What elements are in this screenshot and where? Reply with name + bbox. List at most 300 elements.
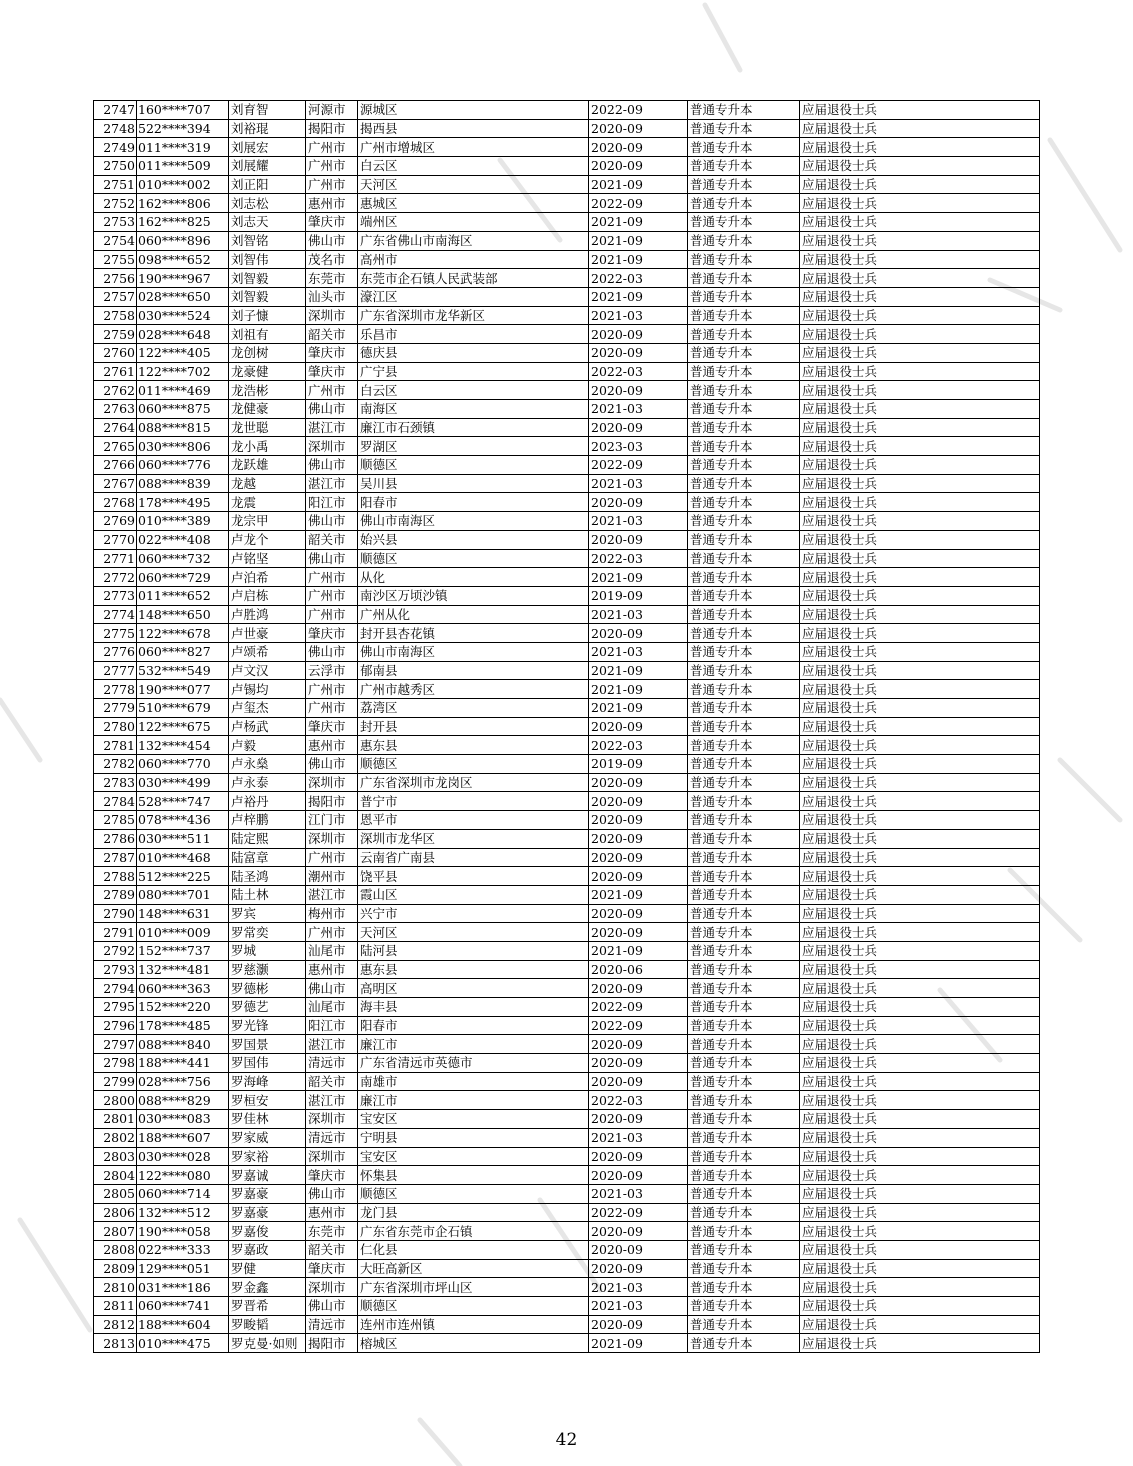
- candidate-name-cell: 龙跃雄: [229, 456, 306, 475]
- enlist-date-cell: 2020-09: [589, 1222, 688, 1241]
- table-row: [94, 400, 1040, 419]
- district-cell: 大旺高新区: [358, 1259, 589, 1278]
- candidate-name-cell: 卢永泰: [229, 773, 306, 792]
- table-row: [94, 680, 1040, 699]
- candidate-category-cell: 应届退役士兵: [800, 848, 1040, 867]
- candidate-name-cell: 龙小禹: [229, 437, 306, 456]
- candidate-category-cell: 应届退役士兵: [800, 605, 1040, 624]
- district-cell: 普宁市: [358, 792, 589, 811]
- table-row: [94, 1016, 1040, 1035]
- candidate-name-cell: 罗城: [229, 941, 306, 960]
- exam-type-cell: 普通专升本: [688, 1128, 800, 1147]
- candidate-category-cell: 应届退役士兵: [800, 998, 1040, 1017]
- candidate-category-cell: 应届退役士兵: [800, 157, 1040, 176]
- table-row: [94, 381, 1040, 400]
- enlist-date-cell: 2020-09: [589, 530, 688, 549]
- page-number: 42: [555, 1430, 578, 1450]
- enlist-date-cell: 2020-06: [589, 960, 688, 979]
- candidate-id-cell: 188****607: [137, 1128, 229, 1147]
- exam-type-cell: 普通专升本: [688, 381, 800, 400]
- table-row: [94, 1222, 1040, 1241]
- row-number-cell: 2790: [94, 904, 137, 923]
- table-row: [94, 456, 1040, 475]
- candidate-id-cell: 190****077: [137, 680, 229, 699]
- exam-type-cell: 普通专升本: [688, 250, 800, 269]
- city-cell: 揭阳市: [306, 792, 358, 811]
- candidate-id-cell: 122****405: [137, 343, 229, 362]
- district-cell: 荔湾区: [358, 699, 589, 718]
- candidate-category-cell: 应届退役士兵: [800, 1278, 1040, 1297]
- candidate-name-cell: 罗克曼·如则: [229, 1334, 306, 1353]
- candidate-name-cell: 罗德艺: [229, 998, 306, 1017]
- exam-type-cell: 普通专升本: [688, 829, 800, 848]
- candidate-category-cell: 应届退役士兵: [800, 960, 1040, 979]
- candidate-id-cell: 011****469: [137, 381, 229, 400]
- district-cell: 阳春市: [358, 493, 589, 512]
- enlist-date-cell: 2021-03: [589, 306, 688, 325]
- city-cell: 深圳市: [306, 1278, 358, 1297]
- candidate-id-cell: 080****701: [137, 885, 229, 904]
- candidate-name-cell: 卢梓鹏: [229, 811, 306, 830]
- city-cell: 深圳市: [306, 306, 358, 325]
- exam-type-cell: 普通专升本: [688, 157, 800, 176]
- district-cell: 广州市越秀区: [358, 680, 589, 699]
- candidate-category-cell: 应届退役士兵: [800, 941, 1040, 960]
- candidate-id-cell: 132****512: [137, 1203, 229, 1222]
- table-row: [94, 1147, 1040, 1166]
- district-cell: 深圳市龙华区: [358, 829, 589, 848]
- candidate-name-cell: 陆土林: [229, 885, 306, 904]
- candidate-id-cell: 532****549: [137, 661, 229, 680]
- row-number-cell: 2806: [94, 1203, 137, 1222]
- candidate-category-cell: 应届退役士兵: [800, 568, 1040, 587]
- candidate-id-cell: 010****389: [137, 512, 229, 531]
- city-cell: 肇庆市: [306, 717, 358, 736]
- district-cell: 德庆县: [358, 343, 589, 362]
- district-cell: 广东省佛山市南海区: [358, 231, 589, 250]
- city-cell: 佛山市: [306, 400, 358, 419]
- exam-type-cell: 普通专升本: [688, 1054, 800, 1073]
- district-cell: 顺德区: [358, 1297, 589, 1316]
- enlist-date-cell: 2020-09: [589, 848, 688, 867]
- row-number-cell: 2811: [94, 1297, 137, 1316]
- exam-type-cell: 普通专升本: [688, 755, 800, 774]
- candidate-name-cell: 陆富章: [229, 848, 306, 867]
- table-row: [94, 1072, 1040, 1091]
- exam-type-cell: 普通专升本: [688, 960, 800, 979]
- candidate-id-cell: 188****441: [137, 1054, 229, 1073]
- city-cell: 韶关市: [306, 1240, 358, 1259]
- enlist-date-cell: 2020-09: [589, 624, 688, 643]
- district-cell: 惠城区: [358, 194, 589, 213]
- exam-type-cell: 普通专升本: [688, 119, 800, 138]
- candidate-name-cell: 陆定熙: [229, 829, 306, 848]
- city-cell: 广州市: [306, 699, 358, 718]
- candidate-name-cell: 刘子慷: [229, 306, 306, 325]
- candidate-category-cell: 应届退役士兵: [800, 979, 1040, 998]
- city-cell: 梅州市: [306, 904, 358, 923]
- candidate-category-cell: 应届退役士兵: [800, 512, 1040, 531]
- exam-type-cell: 普通专升本: [688, 848, 800, 867]
- candidate-id-cell: 190****058: [137, 1222, 229, 1241]
- row-number-cell: 2758: [94, 306, 137, 325]
- candidate-name-cell: 罗晋希: [229, 1297, 306, 1316]
- table-row: [94, 1110, 1040, 1129]
- candidate-id-cell: 132****481: [137, 960, 229, 979]
- row-number-cell: 2786: [94, 829, 137, 848]
- city-cell: 汕头市: [306, 287, 358, 306]
- exam-type-cell: 普通专升本: [688, 400, 800, 419]
- table-row: [94, 437, 1040, 456]
- enlist-date-cell: 2022-03: [589, 736, 688, 755]
- candidate-name-cell: 罗国伟: [229, 1054, 306, 1073]
- district-cell: 广东省深圳市龙岗区: [358, 773, 589, 792]
- district-cell: 廉江市: [358, 1035, 589, 1054]
- candidate-category-cell: 应届退役士兵: [800, 101, 1040, 120]
- city-cell: 韶关市: [306, 325, 358, 344]
- candidate-id-cell: 060****827: [137, 642, 229, 661]
- city-cell: 广州市: [306, 568, 358, 587]
- candidate-name-cell: 刘正阳: [229, 175, 306, 194]
- exam-type-cell: 普通专升本: [688, 1166, 800, 1185]
- candidate-id-cell: 030****806: [137, 437, 229, 456]
- exam-type-cell: 普通专升本: [688, 1315, 800, 1334]
- enlist-date-cell: 2020-09: [589, 923, 688, 942]
- enlist-date-cell: 2020-09: [589, 979, 688, 998]
- table-row: [94, 717, 1040, 736]
- city-cell: 深圳市: [306, 1110, 358, 1129]
- row-number-cell: 2780: [94, 717, 137, 736]
- table-row: [94, 493, 1040, 512]
- exam-type-cell: 普通专升本: [688, 568, 800, 587]
- exam-type-cell: 普通专升本: [688, 213, 800, 232]
- exam-type-cell: 普通专升本: [688, 418, 800, 437]
- candidate-category-cell: 应届退役士兵: [800, 194, 1040, 213]
- row-number-cell: 2807: [94, 1222, 137, 1241]
- candidate-category-cell: 应届退役士兵: [800, 1091, 1040, 1110]
- candidate-id-cell: 152****737: [137, 941, 229, 960]
- enlist-date-cell: 2020-09: [589, 138, 688, 157]
- enlist-date-cell: 2022-03: [589, 1091, 688, 1110]
- candidate-category-cell: 应届退役士兵: [800, 680, 1040, 699]
- row-number-cell: 2757: [94, 287, 137, 306]
- candidate-name-cell: 卢锡均: [229, 680, 306, 699]
- candidate-category-cell: 应届退役士兵: [800, 885, 1040, 904]
- candidate-id-cell: 060****732: [137, 549, 229, 568]
- enlist-date-cell: 2020-09: [589, 867, 688, 886]
- enlist-date-cell: 2022-03: [589, 549, 688, 568]
- candidate-id-cell: 060****770: [137, 755, 229, 774]
- exam-type-cell: 普通专升本: [688, 1072, 800, 1091]
- table-row: [94, 418, 1040, 437]
- enlist-date-cell: 2020-09: [589, 1072, 688, 1091]
- candidate-name-cell: 罗嘉政: [229, 1240, 306, 1259]
- city-cell: 肇庆市: [306, 624, 358, 643]
- candidate-id-cell: 088****815: [137, 418, 229, 437]
- table-row: [94, 661, 1040, 680]
- exam-type-cell: 普通专升本: [688, 1184, 800, 1203]
- candidate-name-cell: 刘志松: [229, 194, 306, 213]
- district-cell: 榕城区: [358, 1334, 589, 1353]
- candidate-id-cell: 022****333: [137, 1240, 229, 1259]
- candidate-category-cell: 应届退役士兵: [800, 287, 1040, 306]
- district-cell: 宝安区: [358, 1147, 589, 1166]
- exam-type-cell: 普通专升本: [688, 1203, 800, 1222]
- row-number-cell: 2803: [94, 1147, 137, 1166]
- candidate-name-cell: 罗家裕: [229, 1147, 306, 1166]
- city-cell: 佛山市: [306, 512, 358, 531]
- candidate-id-cell: 178****485: [137, 1016, 229, 1035]
- district-cell: 从化: [358, 568, 589, 587]
- candidate-name-cell: 罗宾: [229, 904, 306, 923]
- candidate-name-cell: 龙创树: [229, 343, 306, 362]
- candidate-category-cell: 应届退役士兵: [800, 530, 1040, 549]
- row-number-cell: 2771: [94, 549, 137, 568]
- district-cell: 南雄市: [358, 1072, 589, 1091]
- district-cell: 南沙区万顷沙镇: [358, 586, 589, 605]
- candidate-category-cell: 应届退役士兵: [800, 213, 1040, 232]
- candidate-name-cell: 卢胜鸿: [229, 605, 306, 624]
- candidate-id-cell: 152****220: [137, 998, 229, 1017]
- candidate-id-cell: 030****524: [137, 306, 229, 325]
- candidate-name-cell: 刘裕琨: [229, 119, 306, 138]
- table-row: [94, 736, 1040, 755]
- enlist-date-cell: 2020-09: [589, 904, 688, 923]
- exam-type-cell: 普通专升本: [688, 175, 800, 194]
- district-cell: 顺德区: [358, 549, 589, 568]
- exam-type-cell: 普通专升本: [688, 231, 800, 250]
- candidate-category-cell: 应届退役士兵: [800, 867, 1040, 886]
- row-number-cell: 2805: [94, 1184, 137, 1203]
- city-cell: 清远市: [306, 1054, 358, 1073]
- exam-type-cell: 普通专升本: [688, 306, 800, 325]
- district-cell: 顺德区: [358, 1184, 589, 1203]
- candidate-category-cell: 应届退役士兵: [800, 923, 1040, 942]
- table-row: [94, 867, 1040, 886]
- candidate-id-cell: 122****675: [137, 717, 229, 736]
- city-cell: 河源市: [306, 101, 358, 120]
- district-cell: 佛山市南海区: [358, 642, 589, 661]
- enlist-date-cell: 2021-03: [589, 1184, 688, 1203]
- table-row: [94, 1259, 1040, 1278]
- district-cell: 顺德区: [358, 456, 589, 475]
- row-number-cell: 2810: [94, 1278, 137, 1297]
- enlist-date-cell: 2021-03: [589, 512, 688, 531]
- enlist-date-cell: 2021-09: [589, 1334, 688, 1353]
- row-number-cell: 2751: [94, 175, 137, 194]
- row-number-cell: 2755: [94, 250, 137, 269]
- candidate-category-cell: 应届退役士兵: [800, 586, 1040, 605]
- candidate-id-cell: 060****741: [137, 1297, 229, 1316]
- enlist-date-cell: 2022-09: [589, 998, 688, 1017]
- city-cell: 佛山市: [306, 456, 358, 475]
- enlist-date-cell: 2020-09: [589, 119, 688, 138]
- candidate-category-cell: 应届退役士兵: [800, 549, 1040, 568]
- exam-type-cell: 普通专升本: [688, 287, 800, 306]
- district-cell: 广州市增城区: [358, 138, 589, 157]
- table-row: [94, 755, 1040, 774]
- enlist-date-cell: 2019-09: [589, 755, 688, 774]
- row-number-cell: 2813: [94, 1334, 137, 1353]
- district-cell: 天河区: [358, 923, 589, 942]
- candidate-category-cell: 应届退役士兵: [800, 493, 1040, 512]
- candidate-category-cell: 应届退役士兵: [800, 343, 1040, 362]
- row-number-cell: 2776: [94, 642, 137, 661]
- enlist-date-cell: 2022-09: [589, 1016, 688, 1035]
- candidate-id-cell: 011****509: [137, 157, 229, 176]
- enlist-date-cell: 2021-09: [589, 941, 688, 960]
- candidate-id-cell: 028****648: [137, 325, 229, 344]
- row-number-cell: 2775: [94, 624, 137, 643]
- table-row: [94, 960, 1040, 979]
- candidate-category-cell: 应届退役士兵: [800, 661, 1040, 680]
- district-cell: 揭西县: [358, 119, 589, 138]
- candidate-category-cell: 应届退役士兵: [800, 474, 1040, 493]
- city-cell: 湛江市: [306, 474, 358, 493]
- candidate-category-cell: 应届退役士兵: [800, 437, 1040, 456]
- candidate-name-cell: 罗常奕: [229, 923, 306, 942]
- district-cell: 霞山区: [358, 885, 589, 904]
- city-cell: 韶关市: [306, 1072, 358, 1091]
- enlist-date-cell: 2020-09: [589, 1054, 688, 1073]
- exam-type-cell: 普通专升本: [688, 792, 800, 811]
- candidate-category-cell: 应届退役士兵: [800, 736, 1040, 755]
- district-cell: 源城区: [358, 101, 589, 120]
- district-cell: 广东省东莞市企石镇: [358, 1222, 589, 1241]
- candidate-name-cell: 罗海峰: [229, 1072, 306, 1091]
- row-number-cell: 2782: [94, 755, 137, 774]
- row-number-cell: 2748: [94, 119, 137, 138]
- row-number-cell: 2800: [94, 1091, 137, 1110]
- table-row: [94, 530, 1040, 549]
- exam-type-cell: 普通专升本: [688, 362, 800, 381]
- district-cell: 怀集县: [358, 1166, 589, 1185]
- row-number-cell: 2750: [94, 157, 137, 176]
- candidate-name-cell: 罗嘉豪: [229, 1203, 306, 1222]
- row-number-cell: 2778: [94, 680, 137, 699]
- candidate-name-cell: 罗国景: [229, 1035, 306, 1054]
- exam-type-cell: 普通专升本: [688, 1259, 800, 1278]
- candidate-id-cell: 030****028: [137, 1147, 229, 1166]
- table-row: [94, 605, 1040, 624]
- table-row: [94, 941, 1040, 960]
- candidate-id-cell: 528****747: [137, 792, 229, 811]
- district-cell: 廉江市: [358, 1091, 589, 1110]
- table-row: [94, 119, 1040, 138]
- candidate-id-cell: 122****678: [137, 624, 229, 643]
- candidate-id-cell: 010****468: [137, 848, 229, 867]
- city-cell: 湛江市: [306, 1091, 358, 1110]
- exam-type-cell: 普通专升本: [688, 512, 800, 531]
- district-cell: 宁明县: [358, 1128, 589, 1147]
- candidate-name-cell: 刘智铭: [229, 231, 306, 250]
- row-number-cell: 2764: [94, 418, 137, 437]
- row-number-cell: 2783: [94, 773, 137, 792]
- row-number-cell: 2804: [94, 1166, 137, 1185]
- enlist-date-cell: 2021-09: [589, 699, 688, 718]
- row-number-cell: 2761: [94, 362, 137, 381]
- row-number-cell: 2799: [94, 1072, 137, 1091]
- enlist-date-cell: 2021-09: [589, 680, 688, 699]
- city-cell: 湛江市: [306, 418, 358, 437]
- enlist-date-cell: 2019-09: [589, 586, 688, 605]
- exam-type-cell: 普通专升本: [688, 1222, 800, 1241]
- table-row: [94, 624, 1040, 643]
- row-number-cell: 2798: [94, 1054, 137, 1073]
- table-row: [94, 885, 1040, 904]
- district-cell: 广东省深圳市龙华新区: [358, 306, 589, 325]
- city-cell: 肇庆市: [306, 1166, 358, 1185]
- candidate-category-cell: 应届退役士兵: [800, 699, 1040, 718]
- city-cell: 惠州市: [306, 960, 358, 979]
- enlist-date-cell: 2020-09: [589, 493, 688, 512]
- candidate-name-cell: 罗桓安: [229, 1091, 306, 1110]
- exam-type-cell: 普通专升本: [688, 549, 800, 568]
- table-row: [94, 642, 1040, 661]
- candidate-name-cell: 罗慈灏: [229, 960, 306, 979]
- candidate-name-cell: 陆圣鸿: [229, 867, 306, 886]
- exam-type-cell: 普通专升本: [688, 979, 800, 998]
- candidate-category-cell: 应届退役士兵: [800, 1054, 1040, 1073]
- candidate-id-cell: 010****009: [137, 923, 229, 942]
- city-cell: 湛江市: [306, 1035, 358, 1054]
- table-row: [94, 362, 1040, 381]
- city-cell: 佛山市: [306, 1297, 358, 1316]
- candidate-name-cell: 龙豪健: [229, 362, 306, 381]
- row-number-cell: 2753: [94, 213, 137, 232]
- exam-type-cell: 普通专升本: [688, 101, 800, 120]
- table-row: [94, 250, 1040, 269]
- district-cell: 广州从化: [358, 605, 589, 624]
- candidate-category-cell: 应届退役士兵: [800, 269, 1040, 288]
- candidate-id-cell: 098****652: [137, 250, 229, 269]
- enlist-date-cell: 2021-09: [589, 175, 688, 194]
- row-number-cell: 2756: [94, 269, 137, 288]
- row-number-cell: 2759: [94, 325, 137, 344]
- exam-type-cell: 普通专升本: [688, 1278, 800, 1297]
- row-number-cell: 2792: [94, 941, 137, 960]
- candidate-id-cell: 122****080: [137, 1166, 229, 1185]
- roster-table: [93, 100, 1040, 1353]
- candidate-id-cell: 060****875: [137, 400, 229, 419]
- exam-type-cell: 普通专升本: [688, 904, 800, 923]
- enlist-date-cell: 2021-03: [589, 1128, 688, 1147]
- table-row: [94, 1054, 1040, 1073]
- candidate-id-cell: 060****363: [137, 979, 229, 998]
- enlist-date-cell: 2021-09: [589, 250, 688, 269]
- table-row: [94, 101, 1040, 120]
- table-row: [94, 1297, 1040, 1316]
- candidate-id-cell: 011****319: [137, 138, 229, 157]
- candidate-name-cell: 龙浩彬: [229, 381, 306, 400]
- enlist-date-cell: 2020-09: [589, 381, 688, 400]
- enlist-date-cell: 2021-09: [589, 213, 688, 232]
- district-cell: 兴宁市: [358, 904, 589, 923]
- row-number-cell: 2812: [94, 1315, 137, 1334]
- candidate-id-cell: 522****394: [137, 119, 229, 138]
- candidate-name-cell: 刘展宏: [229, 138, 306, 157]
- candidate-id-cell: 031****186: [137, 1278, 229, 1297]
- candidate-name-cell: 罗嘉诚: [229, 1166, 306, 1185]
- row-number-cell: 2788: [94, 867, 137, 886]
- city-cell: 肇庆市: [306, 213, 358, 232]
- table-row: [94, 773, 1040, 792]
- candidate-category-cell: 应届退役士兵: [800, 1072, 1040, 1091]
- district-cell: 仁化县: [358, 1240, 589, 1259]
- enlist-date-cell: 2020-09: [589, 418, 688, 437]
- table-row: [94, 549, 1040, 568]
- candidate-category-cell: 应届退役士兵: [800, 1222, 1040, 1241]
